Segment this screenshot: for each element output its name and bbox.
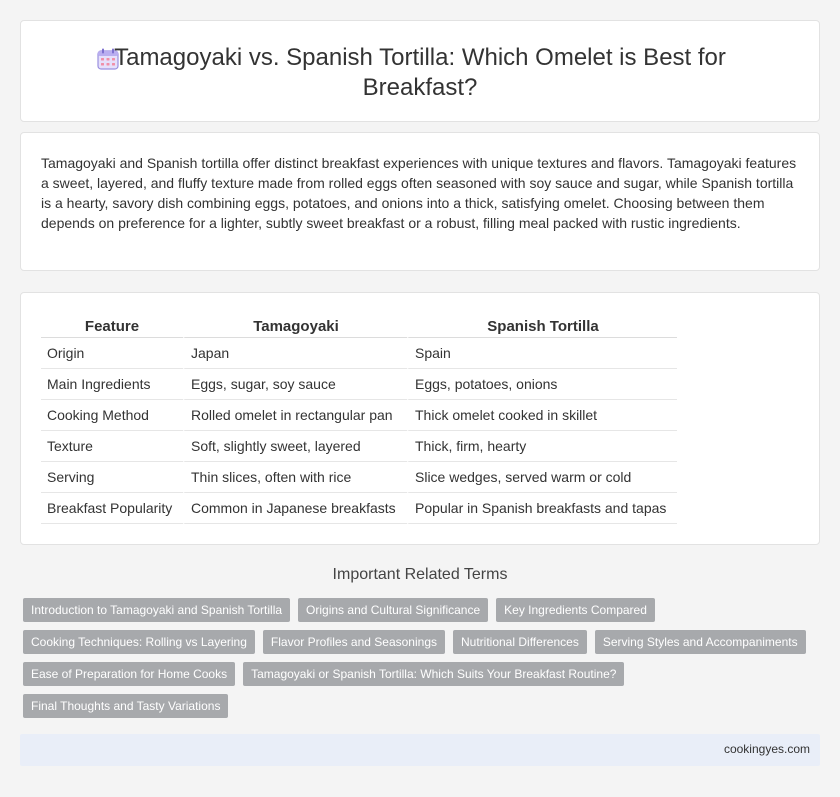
cell-feature: Breakfast Popularity (41, 493, 183, 524)
cell-tamagoyaki: Thin slices, often with rice (183, 462, 407, 493)
related-term-tag[interactable]: Tamagoyaki or Spanish Tortilla: Which Suits Your Breakfast Routine? (243, 662, 624, 686)
related-terms-heading: Important Related Terms (332, 566, 508, 583)
cell-feature: Main Ingredients (41, 369, 183, 400)
related-terms-list (23, 598, 813, 718)
cell-spanish-tortilla: Thick omelet cooked in skillet (407, 400, 677, 431)
header-spanish-tortilla: Spanish Tortilla (407, 316, 677, 338)
cell-feature: Cooking Method (41, 400, 183, 431)
table-header-row (41, 316, 677, 338)
intro-paragraph: Tamagoyaki and Spanish tortilla offer distinct breakfast experiences with unique textures and flavors. Tamagoyaki features a sweet, layered, and fluffy texture made from rolled eggs often seasoned with soy sauce and sugar, while Spanish tortilla is a hearty, savory dish combining eggs, potatoes, and onions into a thick, satisfying omelet. Choosing between them depends on preference for a lighter, subtly sweet breakfast or a robust, filling meal packed with rustic ingredients. (41, 155, 797, 231)
table-row (41, 462, 677, 493)
table-row (41, 400, 677, 431)
related-term-tag[interactable]: Ease of Preparation for Home Cooks (23, 662, 235, 686)
cell-feature: Origin (41, 338, 183, 369)
related-term-tag[interactable]: Introduction to Tamagoyaki and Spanish Tortilla (23, 598, 290, 622)
cell-tamagoyaki: Common in Japanese breakfasts (183, 493, 407, 524)
page-title: Tamagoyaki vs. Spanish Tortilla: Which Omelet is Best for Breakfast? (114, 44, 726, 101)
cell-tamagoyaki: Soft, slightly sweet, layered (183, 431, 407, 462)
cell-spanish-tortilla: Spain (407, 338, 677, 369)
cell-spanish-tortilla: Popular in Spanish breakfasts and tapas (407, 493, 677, 524)
footer-site-link[interactable]: cookingyes.com (723, 742, 810, 756)
table-row (41, 338, 677, 369)
cell-spanish-tortilla: Thick, firm, hearty (407, 431, 677, 462)
related-term-tag[interactable]: Serving Styles and Accompaniments (595, 630, 806, 654)
related-term-tag[interactable]: Final Thoughts and Tasty Variations (23, 694, 228, 718)
header-feature: Feature (41, 316, 183, 338)
cell-tamagoyaki: Eggs, sugar, soy sauce (183, 369, 407, 400)
table-row (41, 493, 677, 524)
related-term-tag[interactable]: Flavor Profiles and Seasonings (263, 630, 445, 654)
table-row (41, 369, 677, 400)
intro-card (20, 132, 820, 271)
cell-feature: Texture (41, 431, 183, 462)
header-card (20, 20, 820, 122)
related-term-tag[interactable]: Origins and Cultural Significance (298, 598, 488, 622)
cell-spanish-tortilla: Slice wedges, served warm or cold (407, 462, 677, 493)
related-term-tag[interactable]: Cooking Techniques: Rolling vs Layering (23, 630, 255, 654)
related-term-tag[interactable]: Key Ingredients Compared (496, 598, 655, 622)
related-term-tag[interactable]: Nutritional Differences (453, 630, 587, 654)
cell-feature: Serving (41, 462, 183, 493)
comparison-card (20, 292, 820, 545)
cell-spanish-tortilla: Eggs, potatoes, onions (407, 369, 677, 400)
comparison-table (41, 316, 677, 524)
cell-tamagoyaki: Rolled omelet in rectangular pan (183, 400, 407, 431)
table-row (41, 431, 677, 462)
header-tamagoyaki: Tamagoyaki (183, 316, 407, 338)
cell-tamagoyaki: Japan (183, 338, 407, 369)
footer (20, 734, 820, 766)
